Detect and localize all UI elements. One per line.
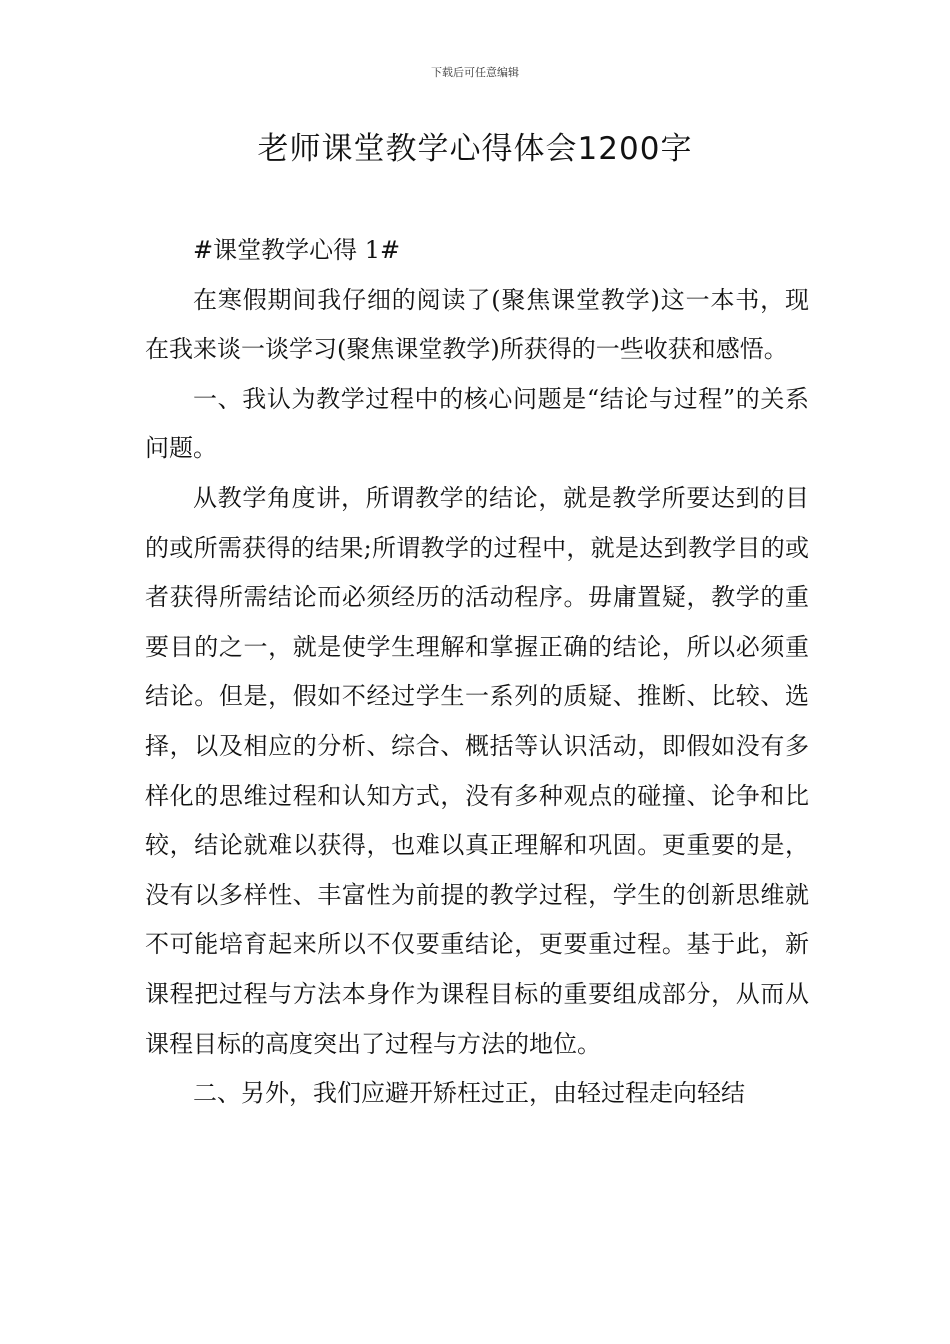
paragraph-intro: 在寒假期间我仔细的阅读了(聚焦课堂教学)这一本书，现在我来谈一谈学习(聚焦课堂教学)所获得的一些收获和感悟。 — [145, 285, 809, 364]
page-header-note: 下载后可任意编辑 — [431, 66, 519, 79]
paragraph-point-one: 一、我认为教学过程中的核心问题是“结论与过程”的关系问题。 — [145, 384, 809, 463]
document-body — [145, 226, 809, 1119]
paragraph-section-heading: #课堂教学心得 1# — [193, 236, 401, 264]
paragraph-point-two: 二、另外，我们应避开矫枉过正，由轻过程走向轻结 — [193, 1079, 745, 1108]
paragraph-teaching-process: 从教学角度讲，所谓教学的结论，就是教学所要达到的目的或所需获得的结果;所谓教学的过程中，就是达到教学目的或者获得所需结论而必须经历的活动程序。毋庸置疑，教学的重要目的之一，就是使学生理解和掌握正确的结论，所以必须重结论。但是，假如不经过学生一系列的质疑、推断、比较、选择，以及相应的分析、综合、概括等认识活动，即假如没有多样化的思维过程和认知方式，没有多种观点的碰撞、论争和比较，结论就难以获得，也难以真正理解和巩固。更重要的是，没有以多样性、丰富性为前提的教学过程，学生的创新思维就不可能培育起来所以不仅要重结论，更要重过程。基于此，新课程把过程与方法本身作为课程目标的重要组成部分，从而从课程目标的高度突出了过程与方法的地位。 — [145, 483, 809, 1058]
document-title: 老师课堂教学心得体会1200字 — [257, 131, 693, 167]
